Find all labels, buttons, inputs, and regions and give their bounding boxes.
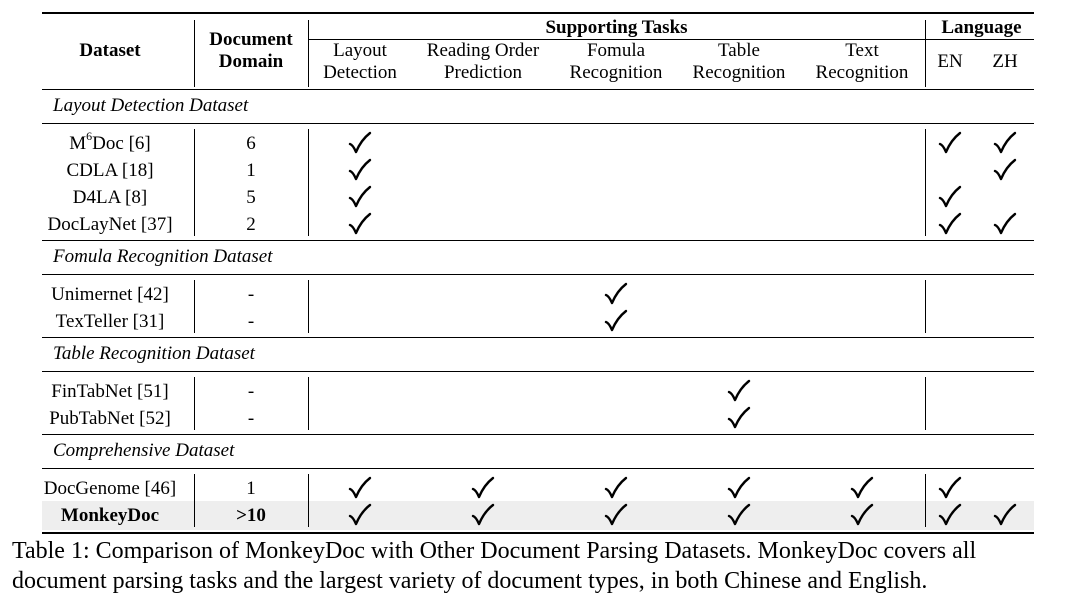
header-divider-3 bbox=[925, 20, 926, 87]
dataset-name-text: TexTeller [31] bbox=[55, 311, 165, 332]
dataset-name-text: FinTabNet [51] bbox=[51, 381, 169, 402]
dataset-name bbox=[49, 408, 171, 430]
checkmark-icon bbox=[726, 502, 752, 528]
dataset-name-text: DocGenome [46] bbox=[43, 478, 177, 499]
dataset-name bbox=[61, 505, 159, 527]
dataset-name bbox=[51, 381, 168, 403]
checkmark-icon bbox=[992, 130, 1018, 156]
section-title: Table Recognition Dataset bbox=[53, 343, 255, 364]
checkmark-icon bbox=[992, 211, 1018, 237]
highlight-row-background bbox=[42, 501, 1034, 530]
body-divider-3 bbox=[925, 129, 926, 236]
body-divider-1 bbox=[194, 129, 195, 236]
document-domain-value: 2 bbox=[246, 214, 256, 235]
dataset-name bbox=[66, 160, 153, 182]
table-caption: Table 1: Comparison of MonkeyDoc with Other Document Parsing Datasets. MonkeyDoc covers all document parsing tasks and the largest variety of document types, in both Chinese and English. bbox=[12, 538, 977, 594]
header-lang-en: EN bbox=[937, 51, 963, 72]
checkmark-icon bbox=[726, 378, 752, 404]
dataset-name-text: MonkeyDoc bbox=[60, 505, 160, 526]
checkmark-icon bbox=[603, 308, 629, 334]
header-task-3-line1: Table bbox=[718, 40, 760, 61]
header-task-2-line1: Fomula bbox=[586, 40, 646, 61]
checkmark-icon bbox=[937, 502, 963, 528]
header-domain-line2: Domain bbox=[218, 51, 284, 72]
checkmark-icon bbox=[937, 475, 963, 501]
checkmark-icon bbox=[603, 281, 629, 307]
dataset-name-superscript: 6 bbox=[86, 128, 93, 143]
header-dataset: Dataset bbox=[79, 40, 141, 61]
section-rule bbox=[42, 468, 1034, 469]
document-domain-value: >10 bbox=[236, 505, 266, 526]
checkmark-icon bbox=[603, 502, 629, 528]
section-title: Fomula Recognition Dataset bbox=[53, 246, 273, 267]
header-divider-2 bbox=[308, 20, 309, 87]
dataset-name-text: D4LA [8] bbox=[72, 187, 148, 208]
document-domain-value: - bbox=[247, 311, 255, 332]
header-task-0-line1: Layout bbox=[333, 40, 387, 61]
checkmark-icon bbox=[849, 502, 875, 528]
dataset-name-text: CDLA [18] bbox=[66, 160, 154, 181]
checkmark-icon bbox=[726, 405, 752, 431]
checkmark-icon bbox=[347, 211, 373, 237]
document-domain-value: 1 bbox=[246, 478, 256, 499]
body-divider-2 bbox=[308, 280, 309, 333]
checkmark-icon bbox=[937, 130, 963, 156]
body-divider-1 bbox=[194, 474, 195, 527]
document-domain-value: 6 bbox=[246, 133, 256, 154]
checkmark-icon bbox=[470, 502, 496, 528]
document-domain-value: 5 bbox=[246, 187, 256, 208]
checkmark-icon bbox=[937, 211, 963, 237]
checkmark-icon bbox=[347, 502, 373, 528]
dataset-name bbox=[47, 214, 172, 236]
checkmark-icon bbox=[347, 184, 373, 210]
header-language: Language bbox=[941, 17, 1022, 38]
section-rule bbox=[42, 123, 1034, 124]
checkmark-icon bbox=[347, 157, 373, 183]
body-divider-3 bbox=[925, 377, 926, 430]
body-divider-1 bbox=[194, 377, 195, 430]
section-rule bbox=[42, 274, 1034, 275]
document-domain-value: - bbox=[247, 284, 255, 305]
header-task-2-line2: Recognition bbox=[569, 62, 663, 83]
body-divider-2 bbox=[308, 377, 309, 430]
header-task-4-line2: Recognition bbox=[815, 62, 909, 83]
checkmark-icon bbox=[937, 184, 963, 210]
dataset-name-text: Unimernet [42] bbox=[51, 284, 169, 305]
body-divider-3 bbox=[925, 280, 926, 333]
checkmark-icon bbox=[470, 475, 496, 501]
checkmark-icon bbox=[992, 157, 1018, 183]
body-divider-2 bbox=[308, 129, 309, 236]
dataset-name bbox=[69, 128, 151, 155]
dataset-name bbox=[56, 311, 165, 333]
checkmark-icon bbox=[603, 475, 629, 501]
header-domain-line1: Document bbox=[209, 29, 293, 50]
header-task-0-line2: Detection bbox=[323, 62, 397, 83]
checkmark-icon bbox=[347, 475, 373, 501]
document-domain-value: - bbox=[247, 408, 255, 429]
header-task-4-line1: Text bbox=[845, 40, 879, 61]
header-task-1-line1: Reading Order bbox=[426, 40, 540, 61]
header-task-1-line2: Prediction bbox=[443, 62, 523, 83]
checkmark-icon bbox=[992, 502, 1018, 528]
body-divider-3 bbox=[925, 474, 926, 527]
body-divider-1 bbox=[194, 280, 195, 333]
document-domain-value: - bbox=[247, 381, 255, 402]
section-title: Comprehensive Dataset bbox=[53, 440, 235, 461]
header-bottom-rule bbox=[42, 89, 1034, 90]
language-rule bbox=[925, 39, 1034, 40]
header-divider-1 bbox=[194, 20, 195, 87]
checkmark-icon bbox=[726, 475, 752, 501]
section-rule bbox=[42, 371, 1034, 372]
section-end-rule bbox=[42, 434, 1034, 435]
dataset-name-text: PubTabNet [52] bbox=[49, 408, 171, 429]
header-supporting-tasks: Supporting Tasks bbox=[545, 17, 688, 38]
header-lang-zh: ZH bbox=[992, 51, 1018, 72]
dataset-name-text: M bbox=[69, 133, 87, 154]
dataset-name bbox=[73, 187, 147, 209]
dataset-name bbox=[51, 284, 169, 306]
document-domain-value: 1 bbox=[246, 160, 256, 181]
dataset-name-suffix: Doc [6] bbox=[92, 133, 151, 154]
section-title: Layout Detection Dataset bbox=[53, 95, 249, 116]
checkmark-icon bbox=[347, 130, 373, 156]
bottom-rule bbox=[42, 532, 1034, 534]
checkmark-icon bbox=[849, 475, 875, 501]
body-divider-2 bbox=[308, 474, 309, 527]
header-task-3-line2: Recognition bbox=[692, 62, 786, 83]
top-rule bbox=[42, 12, 1034, 14]
dataset-name-text: DocLayNet [37] bbox=[47, 214, 173, 235]
section-end-rule bbox=[42, 240, 1034, 241]
dataset-name bbox=[44, 478, 176, 500]
section-end-rule bbox=[42, 337, 1034, 338]
